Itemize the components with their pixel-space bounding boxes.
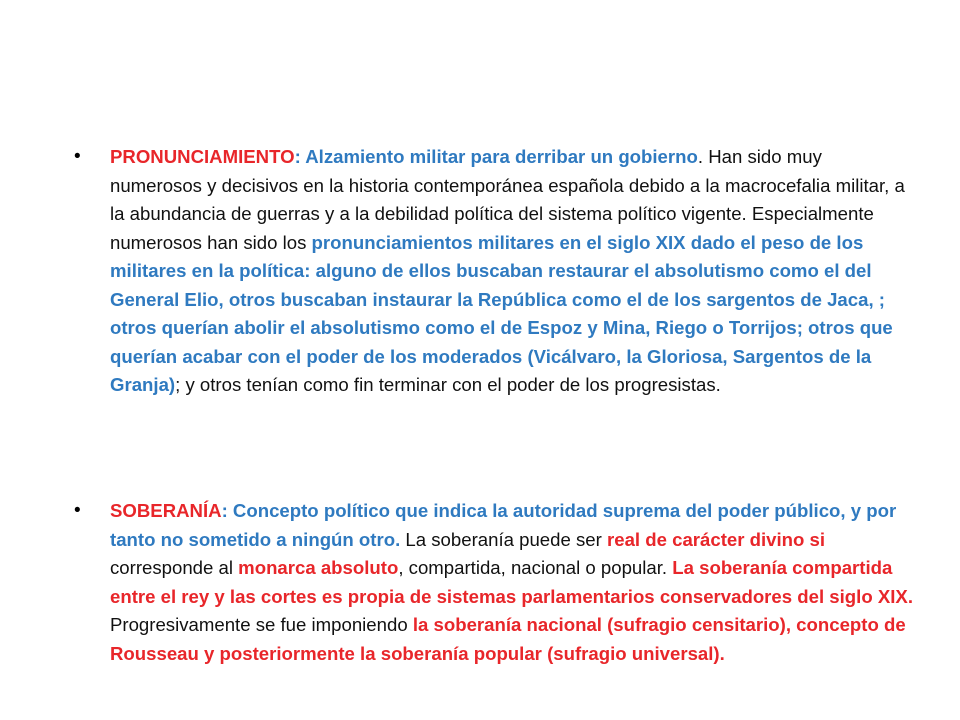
highlight-text: La soberanía compartida entre el rey y las cortes es propia de sistemas parlamentarios conservadores del siglo XIX. (110, 557, 913, 607)
bullet-text-pronunciamiento (110, 143, 914, 400)
highlight-text: real de carácter divino si (607, 528, 826, 550)
body-text: , compartida, nacional o popular. (398, 557, 673, 578)
bullet-marker: • (74, 146, 81, 167)
body-text: La soberanía puede ser (400, 528, 607, 550)
body-text: . Han sido muy numerosos y decisivos en la historia contemporánea española debido a la macrocefalia militar, a la abundancia de guerras y a la debilidad política del sistema político vigente. Especialmente numerosos han sido los (110, 146, 905, 253)
body-text: Progresivamente se fue imponiendo (110, 614, 413, 635)
body-text: corresponde al (110, 557, 239, 578)
term-soberania: SOBERANÍA (110, 500, 222, 521)
bullet-text-soberania (110, 497, 914, 668)
definition-highlight: Alzamiento militar para derribar un gobierno (305, 146, 698, 167)
colon-separator: : (294, 146, 306, 167)
definition-highlight: : Concepto político que indica la autoridad suprema del poder público, y por tanto no sometido a ningún otro. (110, 500, 897, 550)
highlight-text: pronunciamientos militares en el siglo XIX dado el peso de los militares en la política: alguno de ellos buscaban restaurar el absolutismo como el del General Elio, otros buscaban instaurar la República como el de los sargentos de Jaca, ; otros querían abolir el absolutismo como el de Espoz y Mina, Riego o Torrijos; otros que querían acabar con el poder de los moderados (Vicálvaro, la Gloriosa, Sargentos de la Granja) (110, 231, 893, 395)
highlight-text: monarca absoluto (238, 557, 399, 578)
bullet-soberania (74, 497, 914, 668)
bullet-pronunciamiento (74, 143, 914, 400)
highlight-text: la soberanía nacional (sufragio censitario), concepto de Rousseau y posteriormente la soberanía popular (sufragio universal). (110, 614, 906, 664)
body-text: ; y otros tenían como fin terminar con el poder de los progresistas. (175, 374, 721, 395)
bullet-marker: • (74, 500, 81, 521)
term-pronunciamiento: PRONUNCIAMIENTO (110, 146, 295, 167)
